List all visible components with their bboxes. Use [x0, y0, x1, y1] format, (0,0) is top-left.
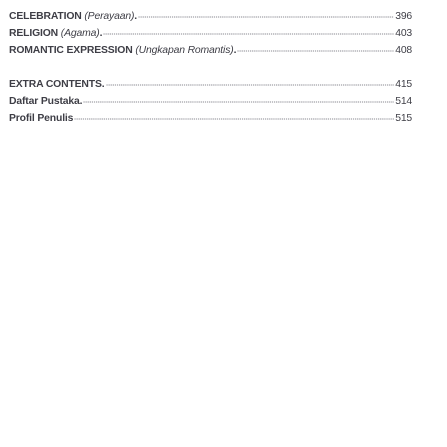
- toc-entry-page-number: 403: [395, 28, 412, 39]
- toc-entry-title: CELEBRATION (Perayaan).: [9, 11, 138, 22]
- toc-section-chapters: [9, 8, 412, 59]
- dot-leader: [106, 84, 395, 86]
- dot-leader: [138, 16, 394, 18]
- toc-entry-profil-penulis[interactable]: [9, 110, 412, 127]
- toc-entry-celebration[interactable]: [9, 8, 412, 25]
- toc-entry-extra-contents[interactable]: [9, 76, 412, 93]
- toc-entry-romantic-expression[interactable]: [9, 42, 412, 59]
- toc-entry-page-number: 515: [395, 113, 412, 124]
- toc-entry-page-number: 408: [395, 45, 412, 56]
- dot-leader: [83, 101, 394, 103]
- toc-section-back-matter: [9, 76, 412, 127]
- toc-entry-title: EXTRA CONTENTS.: [9, 79, 105, 90]
- toc-entry-title: ROMANTIC EXPRESSION (Ungkapan Romantis).: [9, 45, 237, 56]
- toc-entry-page-number: 415: [395, 79, 412, 90]
- toc-entry-page-number: 514: [395, 96, 412, 107]
- dot-leader: [74, 118, 394, 120]
- dot-leader: [237, 50, 394, 52]
- toc-entry-daftar-pustaka[interactable]: [9, 93, 412, 110]
- toc-entry-page-number: 396: [395, 11, 412, 22]
- toc-entry-title: Profil Penulis: [9, 113, 74, 124]
- toc-entry-religion[interactable]: [9, 25, 412, 42]
- dot-leader: [103, 33, 394, 35]
- toc-entry-title: Daftar Pustaka.: [9, 96, 83, 107]
- toc-entry-title: RELIGION (Agama).: [9, 28, 103, 39]
